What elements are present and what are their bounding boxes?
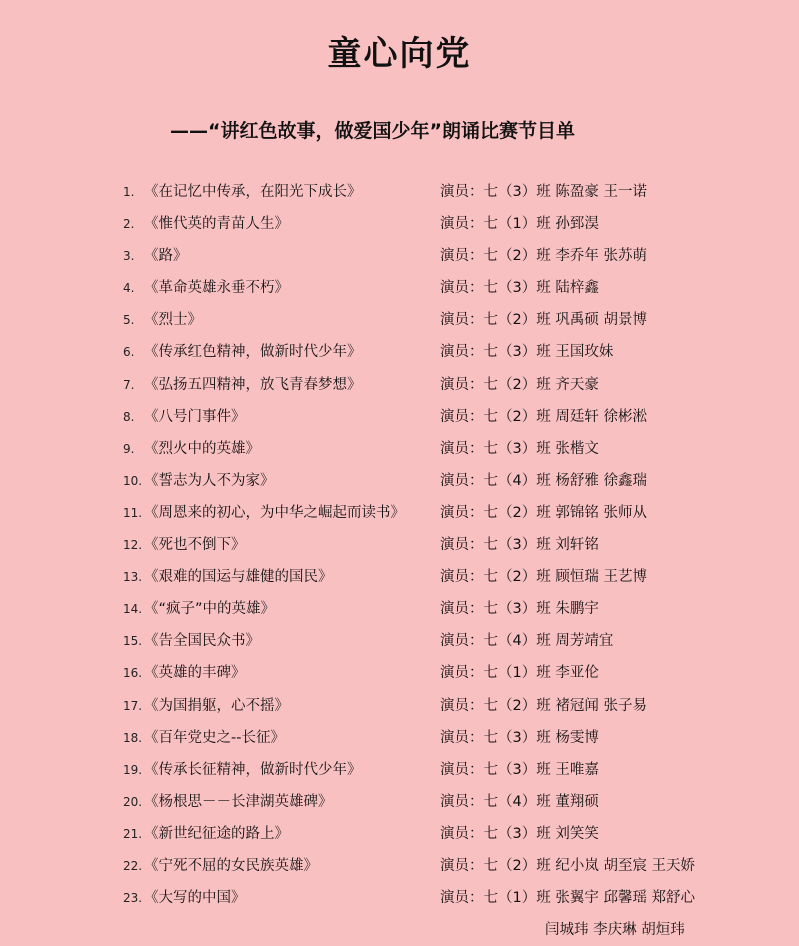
- program-row: [0, 724, 799, 756]
- program-cast: 演员：七（2）班 郭锦铭 张师从: [440, 504, 647, 521]
- program-number: 4.: [123, 281, 135, 296]
- program-row: [0, 595, 799, 627]
- program-title: 《惟代英的青苗人生》: [144, 216, 289, 233]
- program-row: [0, 659, 799, 691]
- program-cast: 演员：七（2）班 褚冠闻 张子易: [440, 697, 647, 714]
- program-number: 19.: [123, 762, 143, 777]
- program-number: 16.: [123, 666, 143, 681]
- program-cast: 演员：七（1）班 李亚伦: [440, 665, 599, 682]
- program-row: [0, 242, 799, 274]
- program-title: 《誓志为人不为家》: [144, 472, 275, 489]
- program-title: 《“疯子”中的英雄》: [144, 601, 276, 618]
- program-number: 22.: [123, 858, 143, 873]
- program-number: 8.: [123, 409, 135, 424]
- program-cast: 演员：七（2）班 顾恒瑞 王艺博: [440, 569, 647, 586]
- program-title: 《死也不倒下》: [144, 537, 246, 554]
- program-list: [0, 178, 799, 916]
- program-number: 11.: [123, 505, 143, 520]
- program-number: 9.: [123, 441, 135, 456]
- program-cast: 演员：七（1）班 张翼宇 邱馨瑶 郑舒心: [440, 890, 696, 907]
- program-number: 6.: [123, 345, 135, 360]
- program-cast: 演员：七（2）班 齐天豪: [440, 376, 599, 393]
- program-title: 《在记忆中传承，在阳光下成长》: [144, 184, 362, 200]
- program-number: 23.: [123, 891, 143, 906]
- program-cast: 演员：七（3）班 杨雯博: [440, 729, 599, 746]
- program-cast: 演员：七（4）班 杨舒雅 徐鑫瑞: [440, 472, 647, 489]
- program-row: [0, 403, 799, 435]
- program-number: 2.: [123, 217, 135, 232]
- program-cast: 演员：七（3）班 张楷文: [440, 440, 599, 457]
- program-title: 《烈士》: [144, 312, 202, 329]
- program-row: [0, 371, 799, 403]
- program-row: [0, 210, 799, 242]
- program-title: 《新世纪征途的路上》: [144, 825, 289, 842]
- program-number: 3.: [123, 249, 135, 264]
- program-title: 《弘扬五四精神，放飞青春梦想》: [144, 376, 362, 393]
- program-title: 《传承红色精神，做新时代少年》: [144, 344, 362, 361]
- program-row: [0, 563, 799, 595]
- program-row: [0, 306, 799, 338]
- program-cast: 演员：七（2）班 李乔年 张苏萌: [440, 248, 647, 265]
- program-title: 《艰难的国运与雄健的国民》: [144, 569, 333, 586]
- program-row: [0, 820, 799, 852]
- program-cast: 演员：七（3）班 朱鹏宇: [440, 601, 599, 618]
- program-title: 《为国捐躯，心不摇》: [144, 697, 289, 714]
- program-row: [0, 756, 799, 788]
- program-row: [0, 788, 799, 820]
- program-title: 《宁死不屈的女民族英雄》: [144, 857, 318, 874]
- program-title: 《路》: [144, 248, 188, 265]
- program-cast: 演员：七（2）班 巩禹硕 胡景博: [440, 312, 647, 329]
- program-row: [0, 499, 799, 531]
- program-title: 《传承长征精神，做新时代少年》: [144, 761, 362, 778]
- program-row: [0, 435, 799, 467]
- program-row: [0, 884, 799, 916]
- program-number: 20.: [123, 794, 143, 809]
- program-number: 21.: [123, 826, 143, 841]
- program-cast: 演员：七（3）班 陆梓鑫: [440, 280, 599, 297]
- page-subtitle: ——“讲红色故事，做爱国少年”朗诵比赛节目单: [170, 120, 575, 142]
- program-title: 《大写的中国》: [144, 890, 246, 907]
- program-23-extra-cast: 闫城玮 李庆琳 胡烜玮: [545, 922, 685, 938]
- program-cast: 演员：七（4）班 董翔硕: [440, 793, 599, 810]
- program-number: 13.: [123, 570, 143, 585]
- program-cast: 演员：七（4）班 周芳靖宜: [440, 633, 614, 650]
- program-cast: 演员：七（2）班 周廷轩 徐彬淞: [440, 408, 647, 425]
- program-number: 14.: [123, 602, 143, 617]
- program-row: [0, 178, 799, 210]
- program-row: [0, 852, 799, 884]
- program-cast: 演员：七（3）班 王唯嘉: [440, 761, 599, 778]
- program-row: [0, 627, 799, 659]
- program-number: 17.: [123, 698, 143, 713]
- program-row: [0, 274, 799, 306]
- program-row: [0, 692, 799, 724]
- program-number: 18.: [123, 730, 143, 745]
- program-title: 《八号门事件》: [144, 408, 246, 425]
- program-number: 7.: [123, 377, 135, 392]
- page-title: 童心向党: [327, 34, 472, 74]
- program-cast: 演员：七（1）班 孙郅淏: [440, 216, 599, 233]
- program-title: 《杨根思－－长津湖英雄碑》: [144, 793, 333, 810]
- program-number: 12.: [123, 538, 143, 553]
- program-row: [0, 531, 799, 563]
- program-cast: 演员：七（3）班 王国玫妹: [440, 344, 614, 361]
- program-number: 15.: [123, 634, 143, 649]
- program-cast: 演员：七（3）班 刘轩铭: [440, 537, 599, 554]
- program-cast: 演员：七（2）班 纪小岚 胡至宸 王天娇: [440, 857, 696, 874]
- program-number: 5.: [123, 313, 135, 328]
- program-title: 《周恩来的初心，为中华之崛起而读书》: [144, 504, 405, 521]
- program-number: 10.: [123, 473, 143, 488]
- program-row: [0, 467, 799, 499]
- program-number: 1.: [123, 185, 135, 199]
- program-title: 《告全国民众书》: [144, 633, 260, 650]
- program-title: 《革命英雄永垂不朽》: [144, 280, 289, 297]
- program-title: 《百年党史之--长征》: [144, 729, 285, 746]
- program-cast: 演员：七（3）班 陈盈豪 王一诺: [440, 184, 647, 200]
- program-row: [0, 338, 799, 370]
- program-cast: 演员：七（3）班 刘笑笑: [440, 825, 599, 842]
- program-title: 《烈火中的英雄》: [144, 440, 260, 457]
- program-title: 《英雄的丰碑》: [144, 665, 246, 682]
